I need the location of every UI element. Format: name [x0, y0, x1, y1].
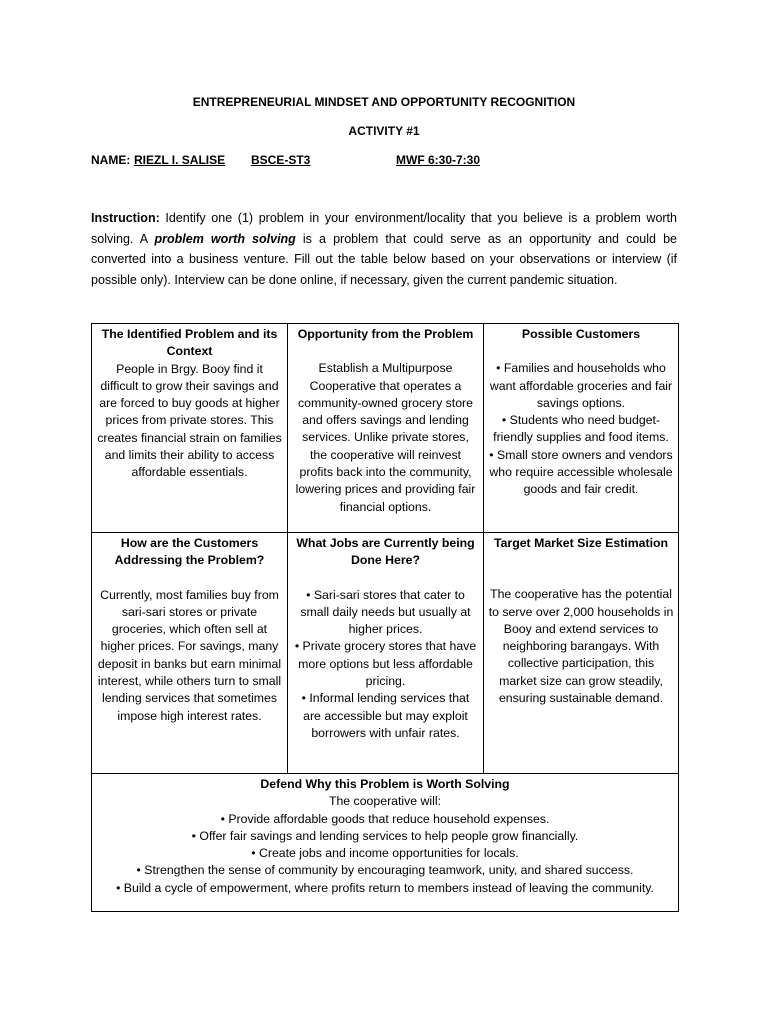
cell-current-jobs	[288, 533, 484, 774]
instruction-emphasis: problem worth solving	[154, 231, 296, 246]
list-item: • Provide affordable goods that reduce household expenses.	[220, 811, 550, 826]
name-label: NAME:	[91, 153, 131, 167]
cell-heading: Opportunity from the Problem	[297, 327, 474, 341]
list-item: • Informal lending services that are accessible but may exploit borrowers with unfair rates.	[301, 691, 470, 740]
section-label: BSCE-ST3	[251, 153, 311, 167]
list-item: • Small store owners and vendors who require accessible wholesale goods and fair credit.	[489, 447, 673, 497]
list-item: • Students who need budget-friendly supplies and food items.	[493, 413, 669, 445]
instruction-label: Instruction:	[91, 211, 160, 225]
cell-body: The cooperative has the potential to serve over 2,000 households in Booy and extend services to neighboring barangays. With collective participation, this market size can grow steadily, ensuring sustainable demand.	[488, 587, 674, 706]
list-item: • Families and households who want affordable groceries and fair savings options.	[489, 361, 673, 410]
defend-intro: The cooperative will:	[328, 794, 442, 809]
cell-body: Currently, most families buy from sari-sari stores or private groceries, which often sell at higher prices. For savings, many deposit in banks but earn minimal interest, while others turn to small lending services that sometimes impose high interest rates.	[97, 587, 282, 723]
instruction-text-2: is a problem that could serve as an opportunity and could be converted into a business venture. Fill out the table below based on your observations or interview (if possible only). Interview can be done online, if necessary, given the current pandemic situation.	[91, 231, 677, 287]
cell-identified-problem	[92, 324, 288, 533]
activity-label: ACTIVITY #1	[348, 124, 420, 138]
list-item: • Create jobs and income opportunities for locals.	[251, 846, 519, 861]
activity-table	[91, 323, 679, 912]
cell-heading: How are the Customers Addressing the Problem?	[114, 536, 265, 568]
student-info-row	[91, 153, 691, 171]
schedule-label: MWF 6:30-7:30	[396, 153, 481, 167]
cell-possible-customers	[484, 324, 679, 533]
instruction-text-1: Identify one (1) problem in your environment/locality that you believe is a problem worth solving. A	[91, 211, 677, 246]
cell-heading: Possible Customers	[521, 327, 641, 341]
cell-market-size	[484, 533, 679, 774]
document-title: ENTREPRENEURIAL MINDSET AND OPPORTUNITY RECOGNITION	[192, 95, 576, 109]
instruction-paragraph	[91, 208, 677, 290]
list-item: • Offer fair savings and lending services to help people grow financially.	[191, 828, 579, 843]
cell-heading: The Identified Problem and its Context	[101, 327, 278, 359]
cell-opportunity	[288, 324, 484, 533]
student-name: RIEZL I. SALISE	[134, 153, 226, 167]
list-item: • Private grocery stores that have more options but less affordable pricing.	[294, 639, 477, 689]
cell-body: People in Brgy. Booy find it difficult to grow their savings and are forced to buy goods at higher prices from private stores. This creates financial strain on families and limits their ability to access affordable essentials.	[97, 361, 282, 480]
cell-customer-approach	[92, 533, 288, 774]
cell-heading: What Jobs are Currently being Done Here?	[296, 536, 475, 568]
cell-defend-problem	[92, 774, 679, 912]
list-item: • Sari-sari stores that cater to small daily needs but usually at higher prices.	[300, 587, 471, 637]
list-item: • Build a cycle of empowerment, where profits return to members instead of leaving the community.	[116, 880, 654, 895]
cell-heading: Target Market Size Estimation	[493, 536, 669, 550]
list-item: • Strengthen the sense of community by encouraging teamwork, unity, and shared success.	[136, 863, 634, 878]
cell-heading: Defend Why this Problem is Worth Solving	[260, 777, 510, 791]
cell-body: Establish a Multipurpose Cooperative that operates a community-owned grocery store and offers savings and lending services. Unlike private stores, the cooperative will reinvest profits back into the community, lowering prices and providing fair financial options.	[295, 361, 476, 514]
